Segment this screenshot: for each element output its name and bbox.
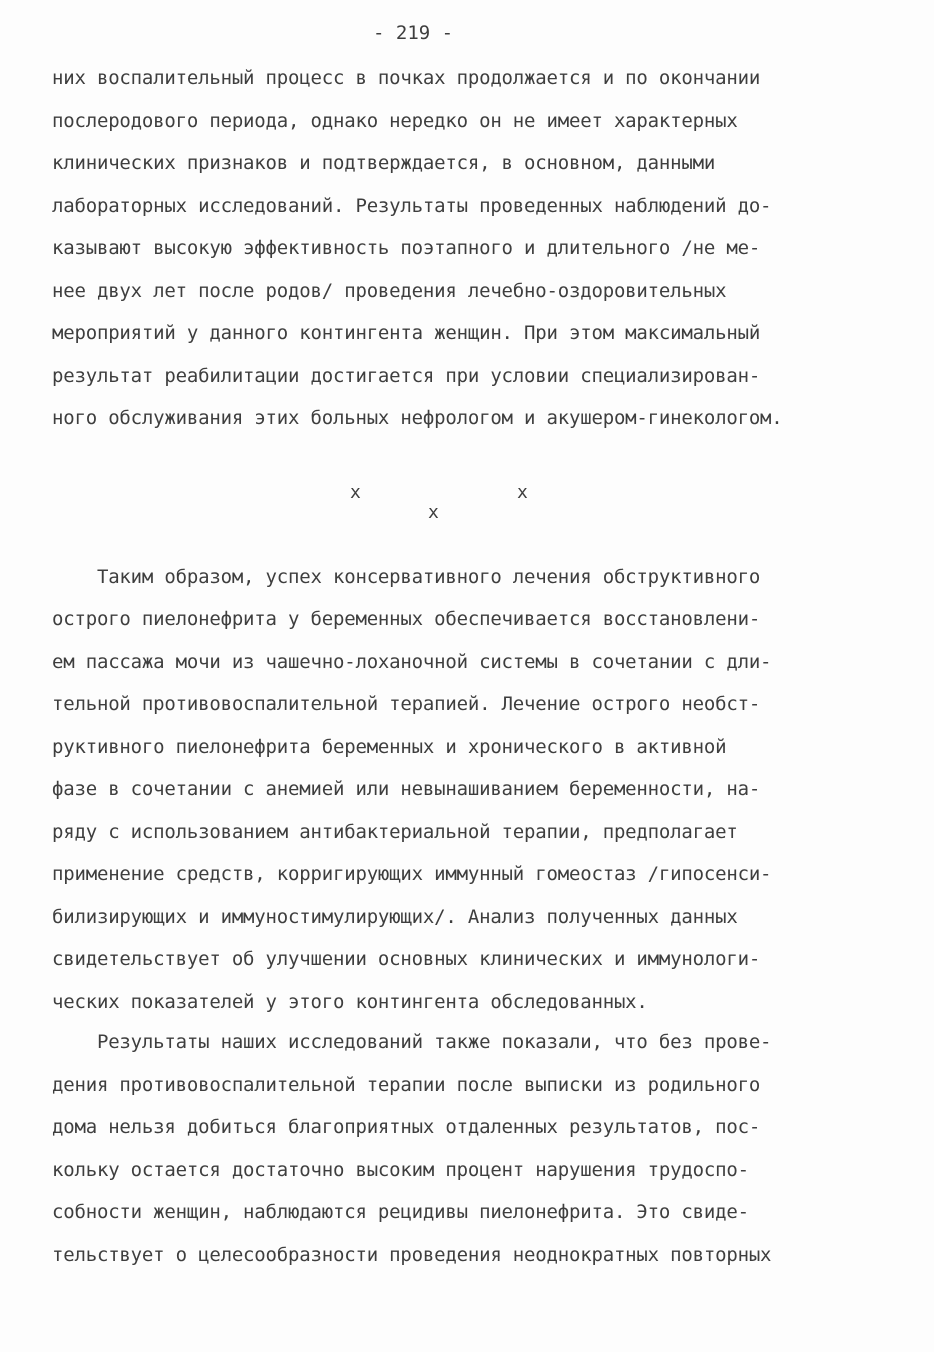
para1-line: нее двух лет после родов/ проведения лечебно-оздоровительных — [52, 280, 727, 302]
para2-line: Таким образом, успех консервативного лечения обструктивного — [52, 566, 761, 588]
page-number: - 219 - — [373, 22, 454, 44]
para2-line: фазе в сочетании с анемией или невынашиванием беременности, на- — [52, 778, 761, 800]
para1-line: них воспалительный процесс в почках продолжается и по окончании — [52, 67, 761, 89]
para2-line: свидетельствует об улучшении основных клинических и иммунологи- — [52, 948, 761, 970]
para1-line: результат реабилитации достигается при условии специализирован- — [52, 365, 761, 387]
para2-line: острого пиелонефрита у беременных обеспечивается восстановлени- — [52, 608, 761, 630]
para2-line: руктивного пиелонефрита беременных и хронического в активной — [52, 736, 727, 758]
separator-mark: x — [517, 482, 528, 503]
para3-line: кольку остается достаточно высоким процент нарушения трудоспо- — [52, 1159, 749, 1181]
separator-mark: x — [350, 482, 361, 503]
para1-line: лабораторных исследований. Результаты проведенных наблюдений до- — [52, 195, 772, 217]
para1-line: клинических признаков и подтверждается, в основном, данными — [52, 152, 716, 174]
para1-line: мероприятий у данного контингента женщин. При этом максимальный — [52, 322, 761, 344]
separator-mark: x — [428, 502, 439, 523]
para3-line: Результаты наших исследований также показали, что без прове- — [52, 1031, 772, 1053]
para2-line: ем пассажа мочи из чашечно-лоханочной системы в сочетании с дли- — [52, 651, 772, 673]
para2-line: тельной противовоспалительной терапией. Лечение острого необст- — [52, 693, 761, 715]
para3-line: дома нельзя добиться благоприятных отдаленных результатов, пос- — [52, 1116, 761, 1138]
para3-line: собности женщин, наблюдаются рецидивы пиелонефрита. Это свиде- — [52, 1201, 749, 1223]
para2-line: ческих показателей у этого контингента обследованных. — [52, 991, 648, 1013]
para3-line: дения противовоспалительной терапии после выписки из родильного — [52, 1074, 761, 1096]
para1-line: послеродового периода, однако нередко он не имеет характерных — [52, 110, 738, 132]
para1-line: казывают высокую эффективность поэтапного и длительного /не ме- — [52, 237, 761, 259]
para2-line: билизирующих и иммуностимулирующих/. Анализ полученных данных — [52, 906, 738, 928]
para3-line: тельствует о целесообразности проведения неоднократных повторных — [52, 1244, 772, 1266]
para2-line: ряду с использованием антибактериальной терапии, предполагает — [52, 821, 738, 843]
para1-line: ного обслуживания этих больных нефрологом и акушером-гинекологом. — [52, 407, 783, 429]
para2-line: применение средств, корригирующих иммунный гомеостаз /гипосенси- — [52, 863, 772, 885]
